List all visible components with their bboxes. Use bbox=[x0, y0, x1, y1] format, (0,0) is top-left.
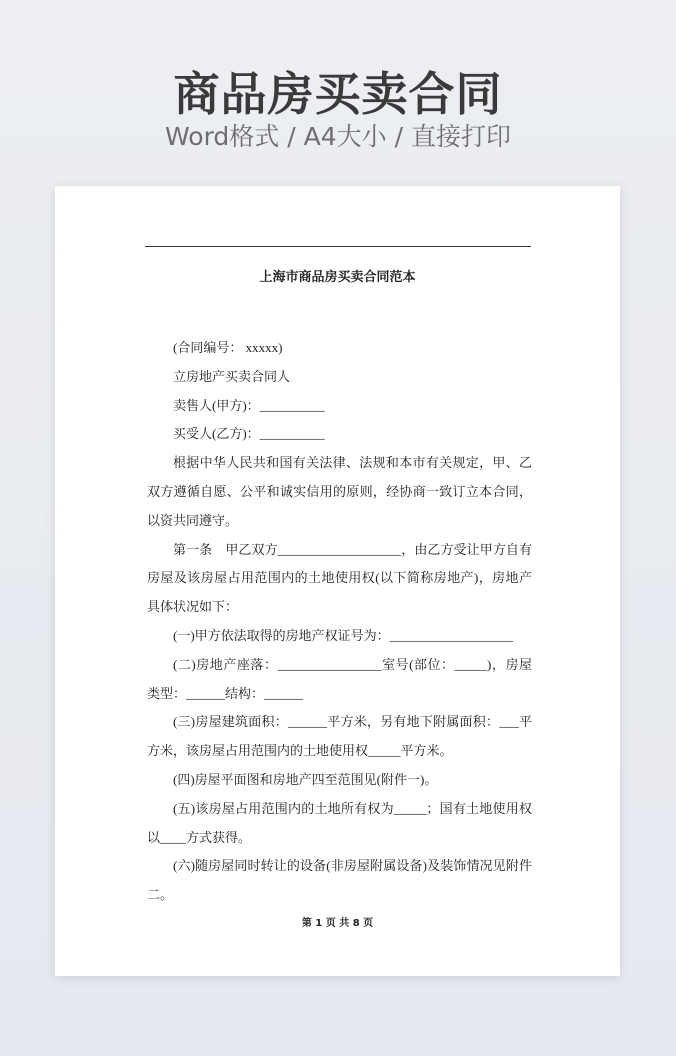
clause-4: (四)房屋平面图和房地产四至范围见(附件一)。 bbox=[173, 771, 438, 787]
clause-5: (五)该房屋占用范围内的土地所有权为_____；国有土地使用权以____方式获得。 bbox=[147, 800, 532, 845]
document-title: 上海市商品房买卖合同范本 bbox=[259, 269, 416, 284]
clause-3: (三)房屋建筑面积：______平方米，另有地下附属面积：___平方米，该房屋占用范围内的土地使用权_____平方米。 bbox=[147, 714, 532, 759]
clause-1: (一)甲方依法取得的房地产权证号为：___________________ bbox=[173, 627, 514, 643]
banner-title: 商品房买卖合同 bbox=[173, 67, 503, 121]
article-one-paragraph: 第一条 甲乙双方___________________，由乙方受让甲方自有房屋及该房屋占用范围内的土地使用权(以下简称房地产)，房地产具体状况如下： bbox=[147, 541, 532, 615]
document-body bbox=[147, 334, 532, 910]
preamble-paragraph: 根据中华人民共和国有关法律、法规和本市有关规定，甲、乙双方遵循自愿、公平和诚实信用的原则，经协商一致订立本合同，以资共同遵守。 bbox=[147, 455, 532, 528]
banner-subtitle: Word格式 / A4大小 / 直接打印 bbox=[165, 122, 511, 151]
contract-number: (合同编号： xxxxx) bbox=[173, 340, 283, 355]
buyer-line: 买受人(乙方)：__________ bbox=[173, 426, 325, 442]
document-page bbox=[55, 186, 620, 976]
header-rule bbox=[145, 246, 531, 247]
clause-2: (二)房地产座落：________________室号(部位：_____)，房屋类型：______结构：______ bbox=[147, 656, 532, 701]
parties-heading: 立房地产买卖合同人 bbox=[173, 368, 291, 384]
page-number-footer: 第 1 页 共 8 页 bbox=[301, 918, 374, 929]
clause-6: (六)随房屋同时转让的设备(非房屋附属设备)及装饰情况见附件二。 bbox=[147, 858, 532, 903]
seller-line: 卖售人(甲方)：__________ bbox=[173, 397, 325, 413]
